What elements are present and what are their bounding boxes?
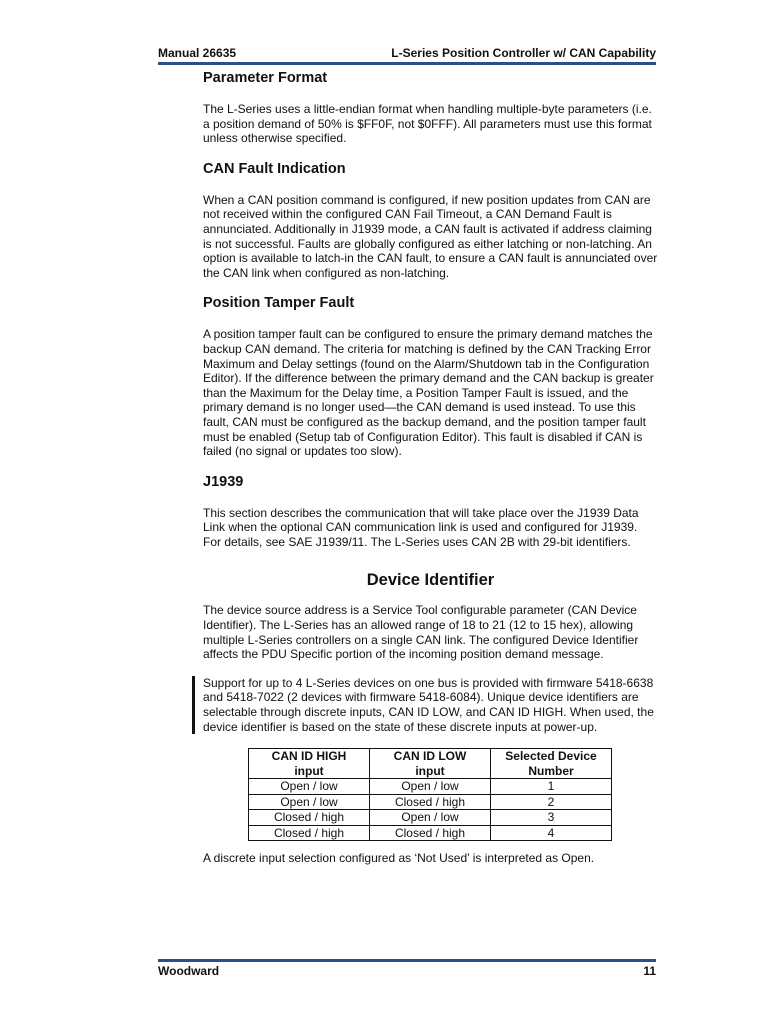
device-identifier-note: A discrete input selection configured as ‘Not Used’ is interpreted as Open. (203, 851, 595, 866)
column-header: CAN ID HIGH input (249, 749, 370, 779)
table-cell: Open / low (370, 810, 491, 826)
section-can-fault-indication (203, 159, 658, 281)
table-cell: Closed / high (249, 810, 370, 826)
document-title: L-Series Position Controller w/ CAN Capability (391, 46, 656, 60)
section-body: The L-Series uses a little-endian format when handling multiple-byte parameters (i.e. a position demand of 50% is $FF0F, not $0FFF). All parameters must use this format unless otherwise specified. (203, 102, 652, 146)
table-cell: Open / low (370, 779, 491, 795)
column-header: Selected Device Number (491, 749, 612, 779)
page-number: 11 (643, 964, 656, 978)
table-cell: Open / low (249, 794, 370, 810)
table-row (249, 810, 612, 826)
manual-number: Manual 26635 (158, 46, 237, 60)
table-cell: 1 (491, 779, 612, 795)
company-name: Woodward (158, 964, 220, 978)
column-header: CAN ID LOW input (370, 749, 491, 779)
device-identifier-title: Device Identifier (366, 571, 495, 590)
section-heading: CAN Fault Indication (203, 160, 346, 177)
section-heading: J1939 (203, 473, 244, 490)
table-cell: Closed / high (370, 794, 491, 810)
table-cell: 3 (491, 810, 612, 826)
header-rule (158, 62, 656, 65)
page-header (158, 46, 656, 62)
section-j1939 (203, 472, 658, 550)
table-row (249, 825, 612, 841)
section-heading: Position Tamper Fault (203, 295, 355, 312)
table-row (249, 794, 612, 810)
footer-rule (158, 959, 656, 962)
table-cell: 4 (491, 825, 612, 841)
section-parameter-format (203, 68, 658, 146)
section-heading: Parameter Format (203, 70, 328, 86)
device-id-table (248, 748, 612, 841)
table-row (249, 779, 612, 795)
section-body: A position tamper fault can be configured to ensure the primary demand matches the backup CAN demand. The criteria for matching is defined by the CAN Tracking Error Maximum and Delay settings (found on the Alarm/Shutdown tab in the Configuration Editor). If the difference between the primary demand and the CAN backup is greater than the Maximum for the Delay time, a Position Tamper Fault is issued, and the primary demand is no longer used—the CAN demand is used instead. To use this fault, CAN must be configured as the backup demand, and the position tamper fault must be enabled (Setup tab of Configuration Editor). This fault is disabled if CAN is failed (no signal or updates too slow). (203, 327, 654, 459)
section-body: When a CAN position command is configured, if new position updates from CAN are not received within the configured CAN Fail Timeout, a CAN Demand Fault is annunciated. Additionally in J1939 mode, a CAN fault is activated if address claiming is not successful. Faults are globally configured as either latching or non-latching. An option is available to latch-in the CAN fault, to ensure a CAN fault is annunciated over the CAN link when configured as non-latching. (203, 192, 658, 280)
table-cell: Closed / high (249, 825, 370, 841)
section-body: This section describes the communication that will take place over the J1939 Data Link when the optional CAN communication link is used and configured for J1939. For details, see SAE J1939/11. The L-Series uses CAN 2B with 29-bit identifiers. (203, 505, 639, 549)
device-identifier-para2: Support for up to 4 L-Series devices on one bus is provided with firmware 5418-6638 and 5418-7022 (2 devices with firmware 5418-6084). Unique device identifiers are selectable through discrete inputs, CAN ID LOW, and CAN ID HIGH. When used, the device identifier is based on the state of these discrete inputs at power-up. (203, 675, 654, 734)
change-bar (192, 676, 658, 734)
page-content (203, 68, 658, 866)
table-cell: Closed / high (370, 825, 491, 841)
section-position-tamper-fault (203, 293, 658, 458)
table-header-row (249, 749, 612, 779)
table-cell: Open / low (249, 779, 370, 795)
table-cell: 2 (491, 794, 612, 810)
device-identifier-para1: The device source address is a Service Tool configurable parameter (CAN Device Identifier). The L-Series has an allowed range of 18 to 21 (12 to 15 hex), allowing multiple L-Series controllers on a single CAN link. The configured Device Identifier affects the PDU Specific portion of the incoming position demand message. (203, 603, 639, 662)
